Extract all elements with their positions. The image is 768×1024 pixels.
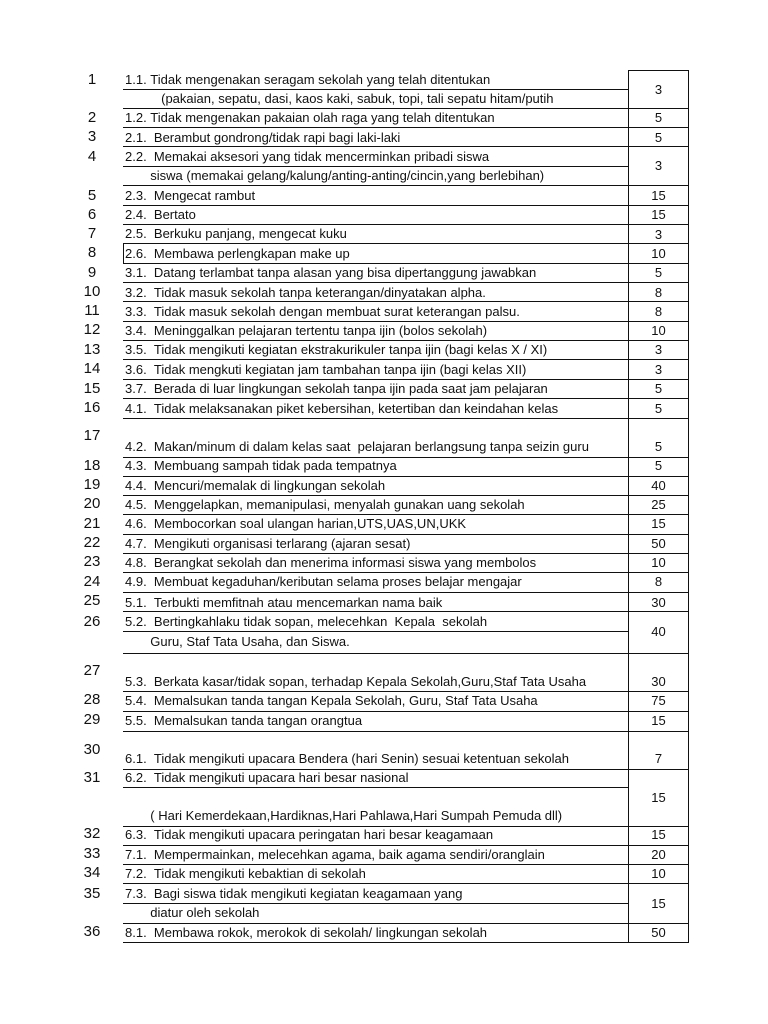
row-number: 34 — [83, 864, 101, 881]
point-value: 15 — [651, 827, 666, 842]
violation-text: 7.3. Bagi siswa tidak mengikuti kegiatan keagamaan yang — [125, 886, 463, 901]
point-value: 3 — [654, 227, 663, 242]
row-border — [123, 534, 689, 535]
row-border — [123, 553, 689, 554]
point-value: 50 — [651, 536, 666, 551]
row-border — [123, 923, 689, 924]
row-number: 4 — [87, 148, 97, 165]
violation-text: 4.4. Mencuri/memalak di lingkungan sekolah — [125, 478, 386, 493]
point-value: 15 — [651, 790, 666, 805]
point-value: 3 — [654, 362, 663, 377]
point-value: 20 — [651, 847, 666, 862]
row-number: 30 — [83, 741, 101, 758]
row-number: 8 — [87, 244, 97, 261]
row-border — [123, 845, 689, 846]
row-left-border — [123, 243, 124, 263]
row-number: 31 — [83, 769, 101, 786]
violation-text: 4.5. Menggelapkan, memanipulasi, menyalah gunakan uang sekolah — [125, 497, 525, 512]
score-column-left-border — [628, 70, 629, 942]
point-value: 8 — [654, 304, 663, 319]
violation-text: 5.5. Memalsukan tanda tangan orangtua — [125, 713, 363, 728]
row-border — [123, 146, 689, 147]
row-number: 10 — [83, 283, 101, 300]
row-number: 13 — [83, 341, 101, 358]
row-border — [123, 495, 689, 496]
cell-underline — [123, 903, 628, 904]
violation-text: 3.4. Meninggalkan pelajaran tertentu tanpa ijin (bolos sekolah) — [125, 323, 488, 338]
violation-text: 1.2. Tidak mengenakan pakaian olah raga yang telah ditentukan — [125, 110, 495, 125]
cell-underline — [123, 166, 628, 167]
violation-text: 3.5. Tidak mengikuti kegiatan ekstrakurikuler tanpa ijin (bagi kelas X / XI) — [125, 342, 548, 357]
point-value: 5 — [654, 381, 663, 396]
row-number: 27 — [83, 662, 101, 679]
violation-text: 3.6. Tidak mengkuti kegiatan jam tambahan tanpa ijin (bagi kelas XII) — [125, 362, 527, 377]
row-number: 14 — [83, 360, 101, 377]
violation-text: 2.5. Berkuku panjang, mengecat kuku — [125, 226, 347, 241]
row-border — [123, 611, 689, 612]
violation-text: 4.3. Membuang sampah tidak pada tempatnya — [125, 458, 397, 473]
row-border — [123, 224, 689, 225]
violation-text: 3.7. Berada di luar lingkungan sekolah tanpa ijin pada saat jam pelajaran — [125, 381, 548, 396]
row-number: 18 — [83, 457, 101, 474]
violation-text: 4.1. Tidak melaksanakan piket kebersihan, ketertiban dan keindahan kelas — [125, 401, 559, 416]
point-value: 5 — [654, 401, 663, 416]
row-number: 33 — [83, 845, 101, 862]
point-value: 8 — [654, 285, 663, 300]
violation-text: 2.2. Memakai aksesori yang tidak mencerminkan pribadi siswa — [125, 149, 490, 164]
point-value: 3 — [654, 342, 663, 357]
point-value: 10 — [651, 866, 666, 881]
row-number: 21 — [83, 515, 101, 532]
point-value: 5 — [654, 439, 663, 454]
row-number: 1 — [87, 71, 97, 88]
row-border — [123, 127, 689, 128]
row-border — [123, 301, 689, 302]
violation-text: 6.2. Tidak mengikuti upacara hari besar nasional — [125, 770, 409, 785]
violation-text: 3.3. Tidak masuk sekolah dengan membuat surat keterangan palsu. — [125, 304, 520, 319]
point-value: 15 — [651, 896, 666, 911]
violation-text: 4.7. Mengikuti organisasi terlarang (ajaran sesat) — [125, 536, 411, 551]
violation-text: 5.2. Bertingkahlaku tidak sopan, melecehkan Kepala sekolah — [125, 614, 488, 629]
violation-text: 5.3. Berkata kasar/tidak sopan, terhadap Kepala Sekolah,Guru,Staf Tata Usaha — [125, 674, 587, 689]
point-value: 40 — [651, 478, 666, 493]
violation-text: 3.1. Datang terlambat tanpa alasan yang bisa dipertanggung jawabkan — [125, 265, 537, 280]
violation-text: 4.2. Makan/minum di dalam kelas saat pelajaran berlangsung tanpa seizin guru — [125, 439, 589, 454]
row-number: 11 — [84, 302, 100, 319]
row-border — [123, 864, 689, 865]
violation-text: 2.3. Mengecat rambut — [125, 188, 256, 203]
row-border — [123, 379, 689, 380]
point-value: 25 — [651, 497, 666, 512]
row-border — [123, 653, 689, 654]
row-border — [123, 282, 689, 283]
violation-text: Guru, Staf Tata Usaha, dan Siswa. — [125, 634, 350, 649]
row-number: 24 — [83, 573, 101, 590]
row-number: 16 — [83, 399, 101, 416]
violation-text: 6.3. Tidak mengikuti upacara peringatan hari besar keagamaan — [125, 827, 494, 842]
point-value: 5 — [654, 265, 663, 280]
point-value: 3 — [654, 158, 663, 173]
point-value: 10 — [651, 555, 666, 570]
row-border — [123, 731, 689, 732]
row-border — [123, 418, 689, 419]
score-column-right-border — [688, 70, 689, 942]
point-value: 15 — [651, 713, 666, 728]
point-value: 5 — [654, 110, 663, 125]
row-number: 26 — [83, 613, 101, 630]
violation-text: siswa (memakai gelang/kalung/anting-anting/cincin,yang berlebihan) — [125, 168, 545, 183]
row-border — [123, 243, 689, 244]
point-value: 3 — [654, 82, 663, 97]
row-number: 32 — [83, 825, 101, 842]
row-number: 6 — [87, 206, 97, 223]
violation-text: 6.1. Tidak mengikuti upacara Bendera (hari Senin) sesuai ketentuan sekolah — [125, 751, 569, 766]
row-number: 36 — [83, 923, 101, 940]
point-value: 8 — [654, 574, 663, 589]
point-value: 5 — [654, 458, 663, 473]
row-number: 15 — [83, 380, 101, 397]
row-number: 28 — [83, 691, 101, 708]
point-value: 10 — [651, 323, 666, 338]
row-number: 12 — [83, 321, 101, 338]
row-border — [123, 185, 689, 186]
row-number: 22 — [83, 534, 101, 551]
row-number: 7 — [87, 225, 97, 242]
violation-text: 8.1. Membawa rokok, merokok di sekolah/ lingkungan sekolah — [125, 925, 488, 940]
point-value: 15 — [651, 516, 666, 531]
row-number: 29 — [83, 711, 101, 728]
point-value: 10 — [651, 246, 666, 261]
point-value: 30 — [651, 674, 666, 689]
cell-underline — [123, 89, 628, 90]
row-border — [123, 514, 689, 515]
row-border — [123, 476, 689, 477]
row-number: 3 — [87, 128, 97, 145]
violation-text: 5.1. Terbukti memfitnah atau mencemarkan nama baik — [125, 595, 443, 610]
row-border — [123, 883, 689, 884]
violation-text: 4.8. Berangkat sekolah dan menerima informasi siswa yang membolos — [125, 555, 537, 570]
point-value: 40 — [651, 624, 666, 639]
row-border — [123, 942, 689, 943]
row-border — [123, 359, 689, 360]
cell-underline — [123, 787, 628, 788]
table-top-border — [628, 70, 689, 71]
point-value: 75 — [651, 693, 666, 708]
row-border — [123, 340, 689, 341]
violation-text: 2.1. Berambut gondrong/tidak rapi bagi laki-laki — [125, 130, 401, 145]
point-value: 15 — [651, 207, 666, 222]
violation-text: diatur oleh sekolah — [125, 905, 260, 920]
violation-text: 5.4. Memalsukan tanda tangan Kepala Sekolah, Guru, Staf Tata Usaha — [125, 693, 538, 708]
violation-text: 7.1. Mempermainkan, melecehkan agama, baik agama sendiri/oranglain — [125, 847, 545, 862]
row-border — [123, 691, 689, 692]
row-number: 17 — [83, 427, 101, 444]
violation-text: 7.2. Tidak mengikuti kebaktian di sekolah — [125, 866, 366, 881]
row-number: 2 — [87, 109, 97, 126]
row-border — [123, 572, 689, 573]
violation-text: ( Hari Kemerdekaan,Hardiknas,Hari Pahlawa,Hari Sumpah Pemuda dll) — [125, 808, 563, 823]
row-border — [123, 711, 689, 712]
row-border — [123, 108, 689, 109]
point-value: 50 — [651, 925, 666, 940]
row-number: 5 — [87, 187, 97, 204]
violation-text: 1.1. Tidak mengenakan seragam sekolah yang telah ditentukan — [125, 72, 491, 87]
row-number: 19 — [83, 476, 101, 493]
point-value: 30 — [651, 595, 666, 610]
point-value: 15 — [651, 188, 666, 203]
row-border — [123, 205, 689, 206]
violation-text: 2.4. Bertato — [125, 207, 196, 222]
row-border — [123, 592, 689, 593]
violation-text: 2.6. Membawa perlengkapan make up — [125, 246, 350, 261]
point-value: 7 — [654, 751, 663, 766]
violation-text: 4.6. Membocorkan soal ulangan harian,UTS,UAS,UN,UKK — [125, 516, 467, 531]
row-border — [123, 321, 689, 322]
cell-underline — [123, 631, 628, 632]
point-value: 5 — [654, 130, 663, 145]
row-number: 20 — [83, 495, 101, 512]
violation-text: 3.2. Tidak masuk sekolah tanpa keterangan/dinyatakan alpha. — [125, 285, 486, 300]
row-number: 23 — [83, 553, 101, 570]
row-border — [123, 398, 689, 399]
violation-text: (pakaian, sepatu, dasi, kaos kaki, sabuk, topi, tali sepatu hitam/putih — [125, 91, 554, 106]
row-number: 35 — [83, 885, 101, 902]
row-number: 25 — [83, 592, 101, 609]
row-border — [123, 263, 689, 264]
row-number: 9 — [87, 264, 97, 281]
violation-text: 4.9. Membuat kegaduhan/keributan selama proses belajar mengajar — [125, 574, 522, 589]
